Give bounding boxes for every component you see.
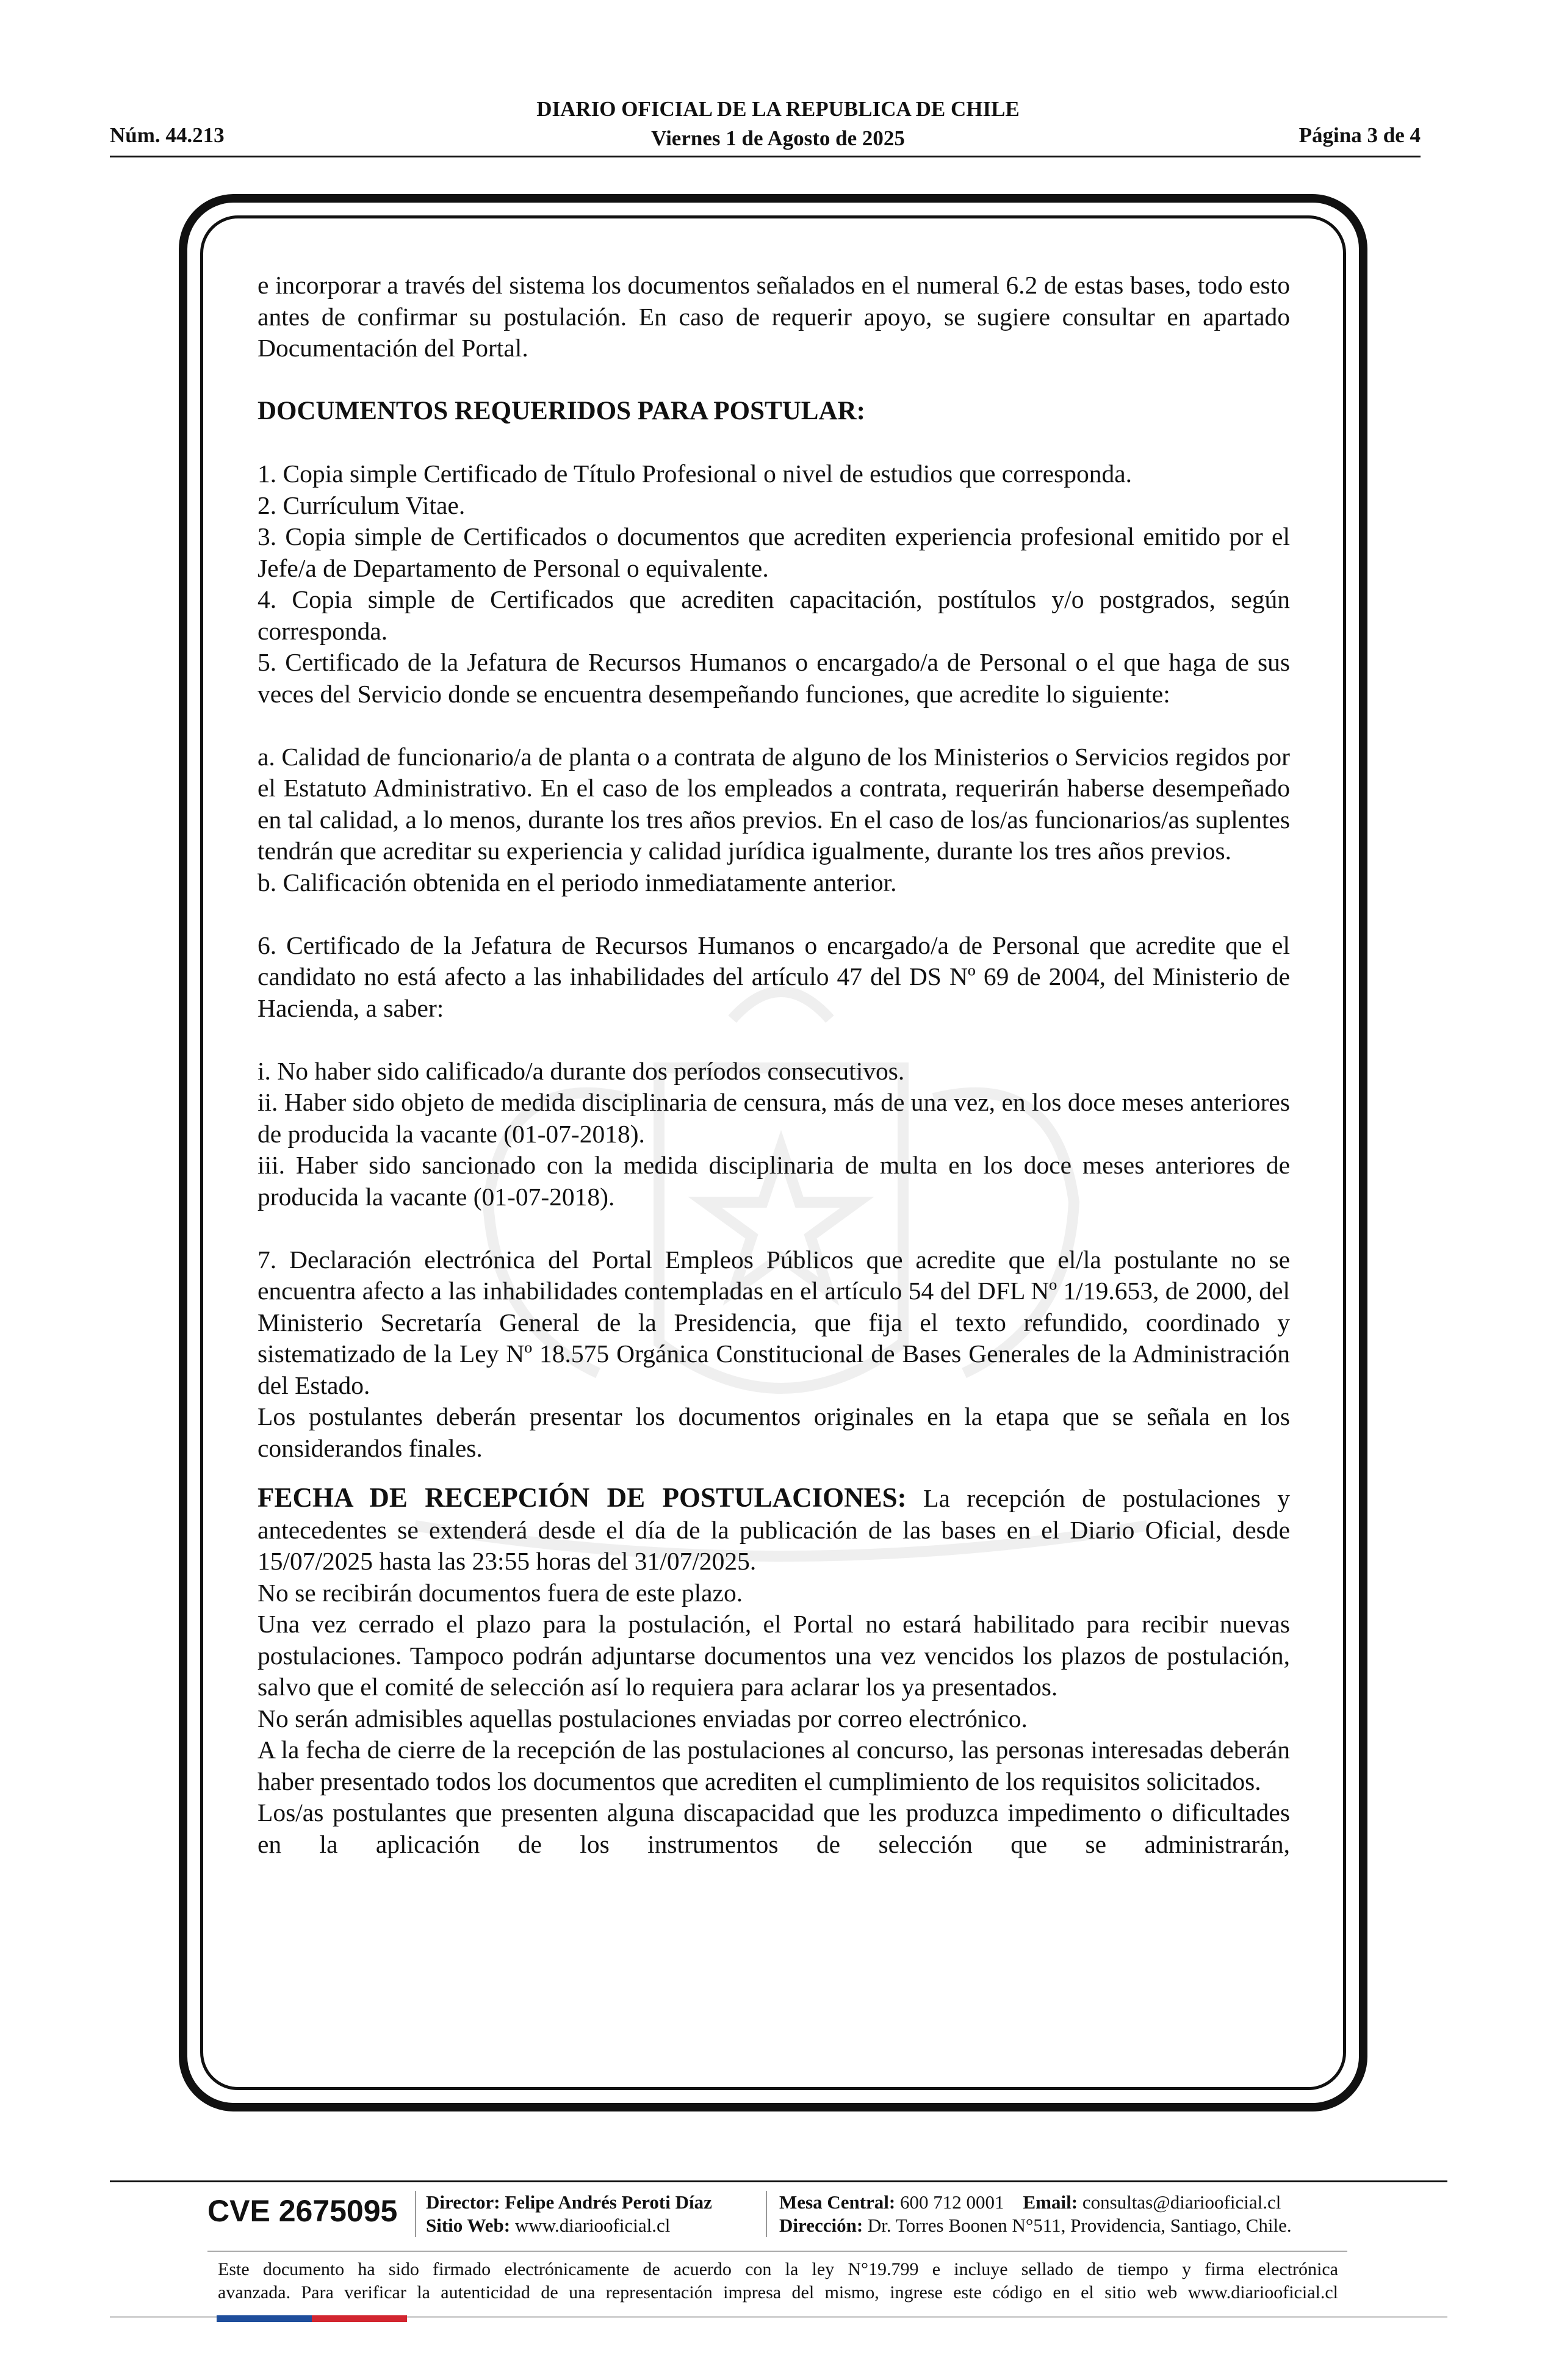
doc-item-1: 1. Copia simple Certificado de Título Profesional o nivel de estudios que corresponda. — [258, 460, 1132, 488]
reception-date-paragraph — [258, 1482, 1290, 1578]
doc-item-7: 7. Declaración electrónica del Portal Empleos Públicos que acredite que el/la postulante no se encuentra afecto a las inhabilidades contempladas en el artículo 54 del DFL Nº 1/19.653, de 2000, del Ministerio Secretaría General de la Presidencia, que fija el texto refundido, coordinado y sistematizado de la Ley Nº 18.575 Orgánica Constitucional de Bases Generales de la Administración del Estado. — [258, 1245, 1290, 1399]
gazette-date: Viernes 1 de Agosto de 2025 — [651, 126, 905, 150]
intro-paragraph: e incorporar a través del sistema los documentos señalados en el numeral 6.2 de estas bases, todo esto antes de confirmar su postulación. En caso de requerir apoyo, se sugiere consultar en apartado Documentación del Portal. — [258, 271, 1290, 362]
no-docs-paragraph: No se recibirán documentos fuera de este plazo. — [258, 1578, 743, 1607]
doc-item-6i: i. No haber sido calificado/a durante dos períodos consecutivos. — [258, 1056, 905, 1085]
director-name: Felipe Andrés Peroti Díaz — [505, 2191, 712, 2213]
signature-note — [218, 2258, 1338, 2304]
gazette-number: Núm. 44.213 — [110, 123, 225, 147]
doc-item-6iii: iii. Haber sido sancionado con la medida disciplinaria de multa en los doce meses anteriores de producida la vacante (01-07-2018). — [258, 1151, 1290, 1211]
signature-note-line-1: Este documento ha sido firmado electrónicamente de acuerdo con la ley N°19.799 e incluye sellado de tiempo y firma electrónica — [218, 2259, 1338, 2279]
required-documents-heading: DOCUMENTOS REQUERIDOS PARA POSTULAR: — [258, 397, 865, 425]
doc-item-3: 3. Copia simple de Certificados o documentos que acrediten experiencia profesional emitido por el Jefe/a de Departamento de Personal o equivalente. — [258, 522, 1290, 582]
website-link[interactable]: www.diariooficial.cl — [514, 2215, 671, 2236]
website-label: Sitio Web: — [426, 2215, 511, 2236]
closing-date-paragraph: A la fecha de cierre de la recepción de las postulaciones al concurso, las personas interesadas deberán haber presentado todos los documentos que acrediten el cumplimiento de los requisitos solicitados. — [258, 1736, 1290, 1795]
address-label: Dirección: — [779, 2215, 863, 2236]
footer-divider-mid — [207, 2251, 1347, 2252]
doc-item-2: 2. Currículum Vitae. — [258, 491, 466, 519]
phone-label: Mesa Central: — [779, 2191, 896, 2213]
disability-paragraph: Los/as postulantes que presenten alguna discapacidad que les produzca impedimento o dificultades en la aplicación de los instrumentos de selección que se administrarán, — [258, 1798, 1290, 1858]
doc-item-6ii: ii. Haber sido objeto de medida disciplinaria de censura, más de una vez, en los doce meses anteriores de producida la vacante (01-07-2018). — [258, 1088, 1290, 1148]
doc-item-5: 5. Certificado de la Jefatura de Recursos Humanos o encargado/a de Personal o el que haga de sus veces del Servicio donde se encuentra desempeñando funciones, que acredite lo siguiente: — [258, 648, 1290, 708]
gazette-title: DIARIO OFICIAL DE LA REPUBLICA DE CHILE — [536, 97, 1020, 121]
footer-separator — [415, 2191, 416, 2237]
doc-item-6: 6. Certificado de la Jefatura de Recursos Humanos o encargado/a de Personal que acredite que el candidato no está afecto a las inhabilidades del artículo 47 del DS Nº 69 de 2004, del Ministerio de Hacienda, a saber: — [258, 931, 1290, 1022]
address-text: Dr. Torres Boonen N°511, Providencia, Santiago, Chile. — [867, 2215, 1292, 2236]
closed-period-paragraph: Una vez cerrado el plazo para la postulación, el Portal no estará habilitado para recibir nuevas postulaciones. Tampoco podrán adjuntarse documentos una vez vencidos los plazos de postulación, salvo que el comité de selección así lo requiera para aclarar los ya presentados. — [258, 1610, 1290, 1701]
flag-stripe-red — [312, 2315, 407, 2322]
doc-item-5a: a. Calidad de funcionario/a de planta o a contrata de alguno de los Ministerios o Servicios regidos por el Estatuto Administrativo. En el caso de los empleados a contrata, requerirán haberse desempeñado en tal calidad, a lo menos, durante los tres años previos. En el caso de los/as funcionarios/as suplentes tendrán que acreditar su experiencia y calidad jurídica igualmente, durante los tres años previos. — [258, 742, 1290, 865]
doc-item-4: 4. Copia simple de Certificados que acrediten capacitación, postítulos y/o postgrados, según corresponda. — [258, 585, 1290, 645]
footer-separator — [766, 2191, 767, 2237]
flag-stripe-blue — [217, 2315, 312, 2322]
document-body — [258, 270, 1290, 1860]
footer-contact-block — [779, 2191, 1292, 2237]
header-divider — [110, 156, 1421, 157]
footer-divider-top — [110, 2180, 1447, 2182]
phone-number: 600 712 0001 — [900, 2191, 1004, 2213]
email-link[interactable]: consultas@diariooficial.cl — [1082, 2191, 1281, 2213]
footer-director-block — [426, 2191, 712, 2237]
director-label: Director: — [426, 2191, 500, 2213]
reception-date-text: La recepción de postulaciones y antecedentes se extenderá desde el día de la publicación de las bases en el Diario Oficial, desde 15/07/2025 hasta las 23:55 horas del 31/07/2025. — [258, 1484, 1290, 1575]
cve-code: CVE 2675095 — [207, 2194, 398, 2228]
email-label: Email: — [1023, 2191, 1078, 2213]
page-indicator: Página 3 de 4 — [1298, 123, 1421, 147]
reception-date-heading: FECHA DE RECEPCIÓN DE POSTULACIONES: — [258, 1482, 907, 1513]
doc-item-5b: b. Calificación obtenida en el periodo inmediatamente anterior. — [258, 868, 897, 896]
signature-note-line-2: avanzada. Para verificar la autenticidad de una representación impresa del mismo, ingrese este código en el sitio web www.diariooficial.cl — [218, 2282, 1338, 2302]
email-paragraph: No serán admisibles aquellas postulaciones enviadas por correo electrónico. — [258, 1704, 1028, 1733]
originals-paragraph: Los postulantes deberán presentar los documentos originales en la etapa que se señala en los considerandos finales. — [258, 1402, 1290, 1462]
